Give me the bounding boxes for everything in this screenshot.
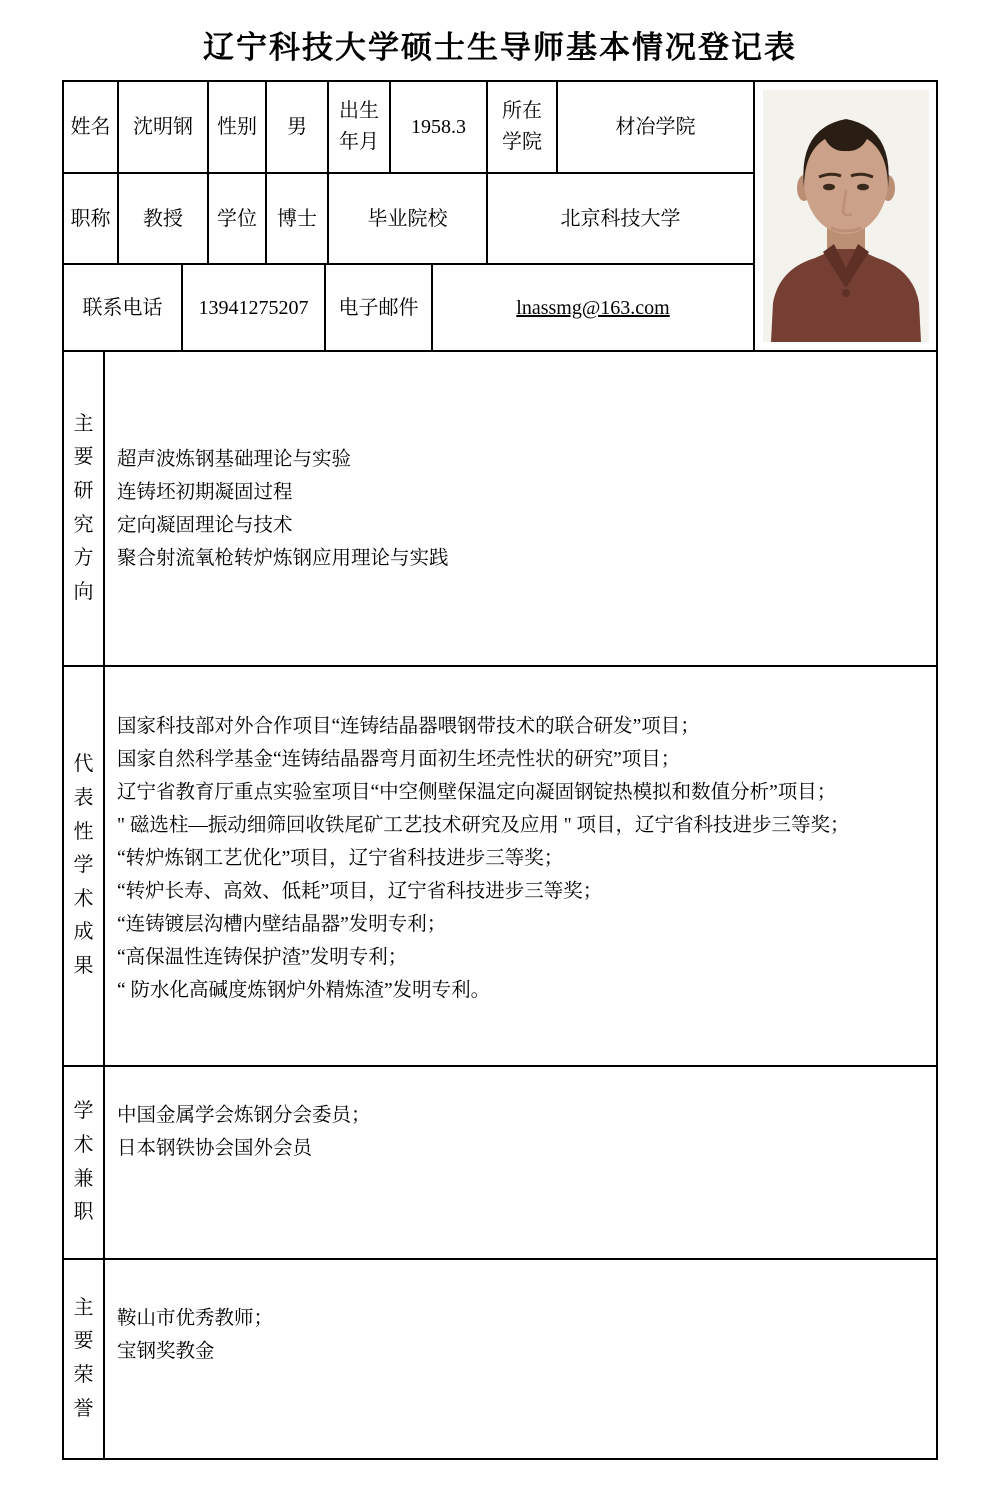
degree-value: 博士 (266, 173, 328, 264)
text-line: 中国金属学会炼钢分会委员； (117, 1105, 371, 1126)
school-label: 毕业院校 (328, 173, 487, 264)
title-value: 教授 (118, 173, 208, 264)
section-label-honors: 主要荣誉 (73, 1296, 94, 1420)
text-line: 国家自然科学基金“连铸结晶器弯月面初生坯壳性状的研究”项目； (117, 748, 681, 770)
section-label-cell (63, 1066, 104, 1259)
section-honors (63, 1259, 937, 1459)
gender-label: 性别 (208, 81, 266, 173)
text-line: “ 防水化高碱度炼钢炉外精炼渣”发明专利。 (117, 979, 491, 1001)
email-label: 电子邮件 (325, 264, 432, 351)
text-line: 辽宁省教育厅重点实验室项目“中空侧壁保温定向凝固钢锭热模拟和数值分析”项目； (117, 781, 837, 803)
table-row (63, 173, 754, 264)
basic-info-block (63, 81, 937, 351)
photo-shirt-button (842, 289, 850, 297)
text-line: “转炉长寿、高效、低耗”项目，辽宁省科技进步三等奖； (117, 880, 603, 902)
college-label-text: 所在学院 (502, 100, 542, 153)
page-title: 辽宁科技大学硕士生导师基本情况登记表 (203, 30, 797, 65)
phone-value: 13941275207 (182, 264, 325, 351)
text-line: 聚合射流氧枪转炉炼钢应用理论与实践 (117, 547, 449, 569)
text-line: 宝钢奖教金 (117, 1341, 215, 1362)
section-achievements (63, 666, 937, 1066)
section-label-achievements: 代表性学术成果 (73, 753, 94, 977)
text-line: 超声波炼钢基础理论与实验 (117, 448, 352, 470)
table-row (63, 81, 754, 173)
school-value: 北京科技大学 (487, 173, 754, 264)
section-label-research: 主要研究方向 (73, 412, 94, 603)
section-label-positions: 学术兼职 (73, 1100, 94, 1224)
text-line: 鞍山市优秀教师； (117, 1308, 274, 1329)
photo-eye (823, 184, 835, 191)
birth-value: 1958.3 (390, 81, 487, 173)
section-label-cell (63, 666, 104, 1066)
photo-cell (754, 81, 937, 351)
positions-content (104, 1066, 937, 1259)
text-line: 连铸坯初期凝固过程 (117, 481, 293, 503)
text-line: " 磁选柱—振动细筛回收铁尾矿工艺技术研究及应用 " 项目，辽宁省科技进步三等奖； (117, 814, 850, 836)
achievements-content (104, 666, 937, 1066)
portrait-photo (763, 90, 929, 342)
basic-info-grid (63, 81, 754, 351)
research-content (104, 351, 937, 666)
registration-form-table (62, 80, 938, 1460)
text-line: 定向凝固理论与技术 (117, 514, 293, 536)
gender-value: 男 (266, 81, 328, 173)
section-label-cell (63, 1259, 104, 1459)
section-label-cell (63, 351, 104, 666)
photo-eye (857, 184, 869, 191)
name-label: 姓名 (63, 81, 118, 173)
table-row (63, 264, 754, 351)
text-line: “连铸镀层沟槽内壁结晶器”发明专利； (117, 913, 447, 935)
college-value: 材冶学院 (557, 81, 754, 173)
email-cell (432, 264, 754, 351)
text-line: 日本钢铁协会国外会员 (117, 1138, 313, 1159)
phone-label: 联系电话 (63, 264, 182, 351)
section-research (63, 351, 937, 666)
honors-content (104, 1259, 937, 1459)
text-line: 国家科技部对外合作项目“连铸结晶器喂钢带技术的联合研发”项目； (117, 715, 700, 737)
college-label (487, 81, 557, 173)
birth-label-text: 出生年月 (339, 100, 379, 153)
title-label: 职称 (63, 173, 118, 264)
name-value: 沈明钢 (118, 81, 208, 173)
text-line: “高保温性连铸保护渣”发明专利； (117, 946, 408, 968)
degree-label: 学位 (208, 173, 266, 264)
section-positions (63, 1066, 937, 1259)
text-line: “转炉炼钢工艺优化”项目，辽宁省科技进步三等奖； (117, 847, 564, 869)
email-link[interactable]: lnassmg@163.com (516, 296, 670, 319)
birth-label (328, 81, 390, 173)
